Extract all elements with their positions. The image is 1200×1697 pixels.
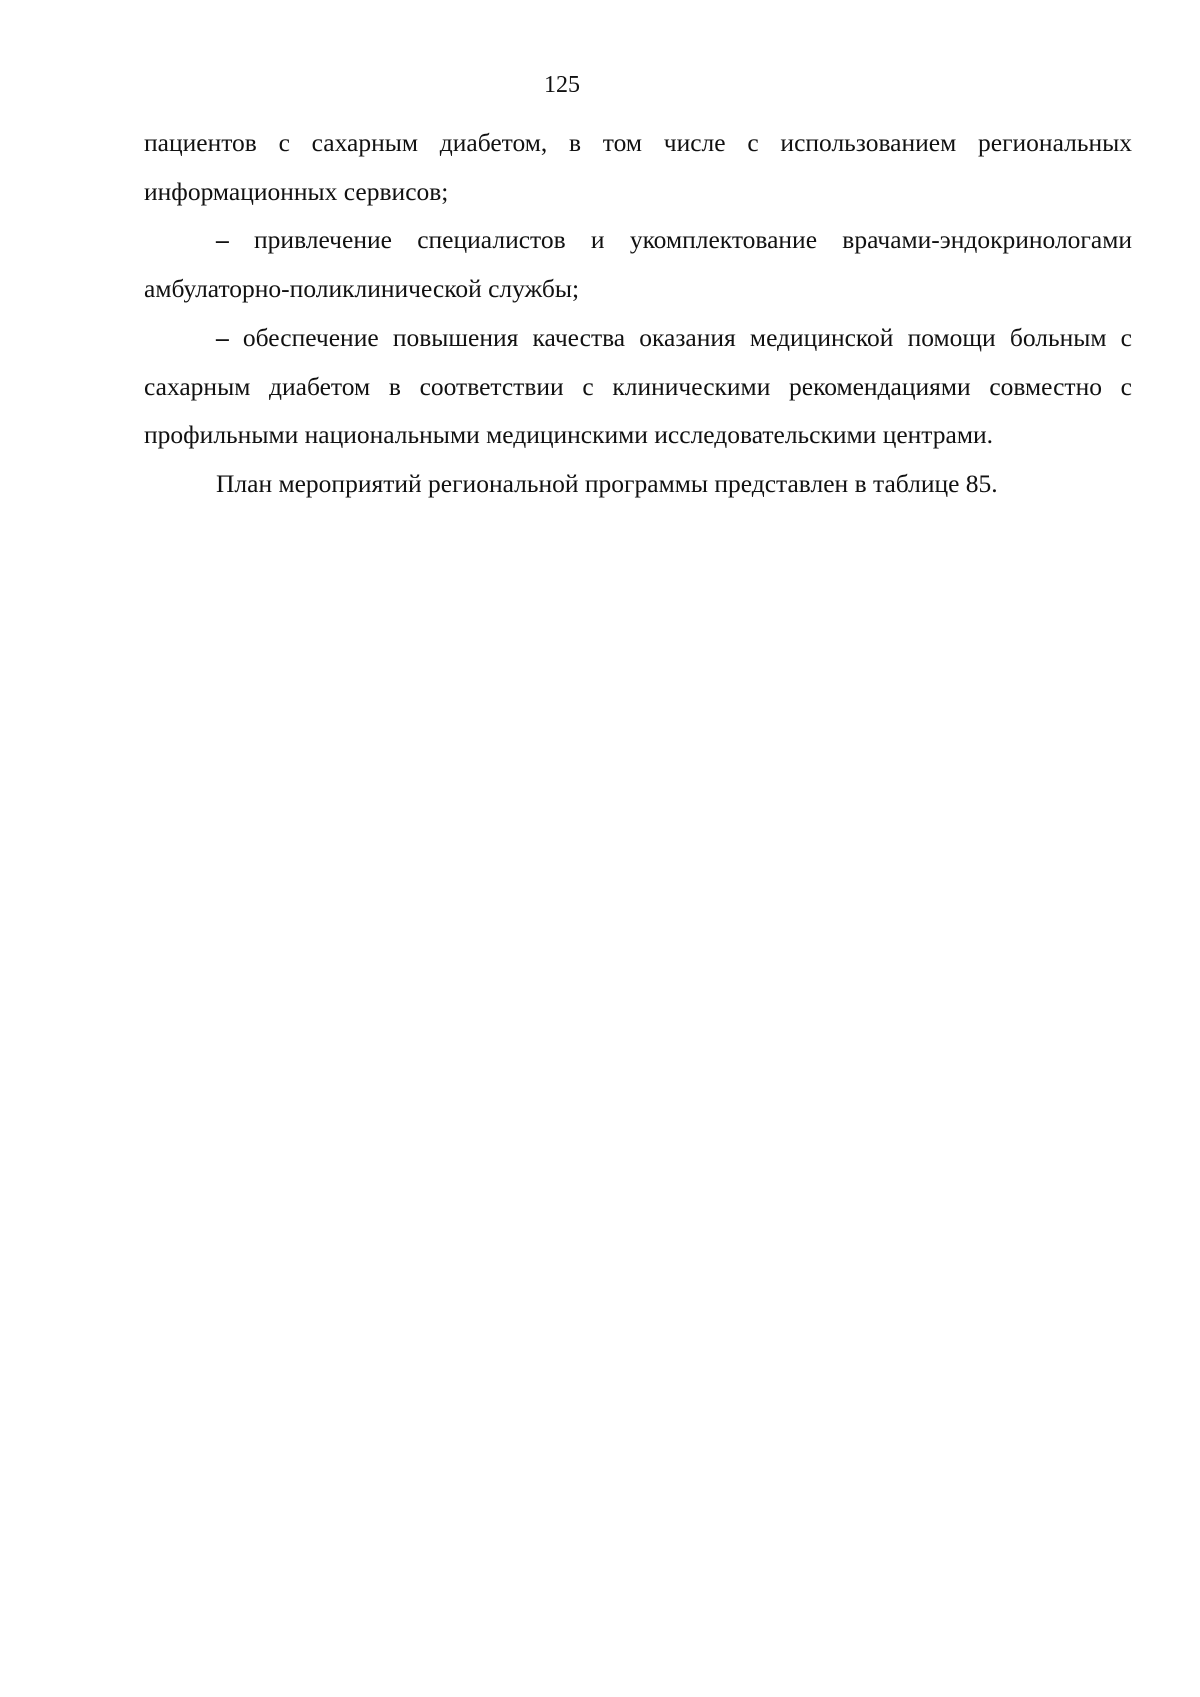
paragraph-text: План мероприятий региональной программы представлен в таблице 85. xyxy=(216,468,998,498)
body-text xyxy=(144,119,1132,509)
paragraph-text: пациентов с сахарным диабетом, в том числе с использованием региональных информационных сервисов; xyxy=(144,128,1132,206)
list-item-specialists xyxy=(144,216,1132,313)
paragraph-continuation xyxy=(144,119,1132,216)
list-item-text: обеспечение повышения качества оказания медицинской помощи больным с сахарным диабетом в соответствии с клиническими рекомендациями совместно с профильными национальными медицинскими исследовательскими центрами. xyxy=(144,322,1132,450)
dash-bullet: – xyxy=(216,225,229,255)
dash-bullet: – xyxy=(216,322,229,352)
page-number: 125 xyxy=(544,72,580,98)
list-item-quality xyxy=(144,314,1132,460)
list-item-text: привлечение специалистов и укомплектование врачами-эндокринологами амбулаторно-поликлинической службы; xyxy=(144,225,1132,304)
paragraph-plan xyxy=(144,460,1132,509)
